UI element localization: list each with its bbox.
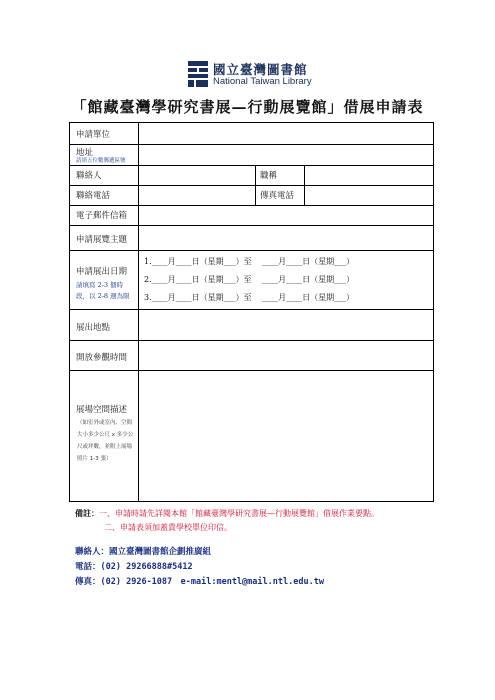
- date-line-2[interactable]: 2.____月____日（星期___）至 ____月____日（星期___）: [144, 275, 355, 284]
- contact-person-label: 聯絡人: [76, 171, 102, 181]
- remark-item-2: 二、申請表須加蓋貴學校單位印信。: [104, 523, 232, 532]
- venue-field[interactable]: [140, 311, 430, 339]
- address-postal-note: 請填五位數郵遞區號: [76, 158, 126, 164]
- email-label: 電子郵件信箱: [76, 211, 128, 221]
- contact-person-field[interactable]: [140, 166, 253, 184]
- contact-fax-email-info: 傳真：(02) 2926-1087 e-mail:mentl@mail.ntl.edu.tw: [75, 577, 324, 587]
- contact-phone-info: 電話：(02) 29266888#5412: [75, 562, 193, 572]
- dates-label: 申請展出日期: [76, 267, 128, 277]
- date-line-1[interactable]: 1.____月____日（星期___）至 ____月____日（星期___）: [144, 257, 355, 266]
- address-field[interactable]: [140, 145, 430, 164]
- theme-label: 申請展覽主題: [76, 235, 128, 245]
- dates-note: 請填寫 2-3 個時段，以 2-8 週為限: [76, 281, 130, 300]
- phone-field[interactable]: [140, 186, 253, 204]
- venue-label: 展出地點: [76, 323, 111, 333]
- library-logo-icon: [188, 61, 208, 87]
- remark-item-1: 一、申請時請先詳閱本館「館藏臺灣學研究書展—行動展覽館」借展作業要點。: [99, 509, 379, 518]
- logo-english-name: National Taiwan Library: [213, 76, 312, 87]
- open-hours-label: 開放參觀時間: [76, 353, 128, 363]
- fax-label: 傳真電話: [260, 191, 295, 201]
- applicant-unit-field[interactable]: [140, 124, 430, 143]
- theme-field[interactable]: [140, 226, 430, 249]
- application-form-table: [69, 122, 434, 502]
- form-title: 「館藏臺灣學研究書展—行動展覽館」借展申請表: [71, 98, 424, 116]
- open-hours-field[interactable]: [140, 341, 430, 369]
- date-line-3[interactable]: 3.____月____日（星期___）至 ____月____日（星期___）: [144, 293, 355, 302]
- space-description-label: 展場空間描述: [76, 405, 128, 415]
- fax-field[interactable]: [306, 186, 430, 204]
- contact-person-info: 聯絡人：國立臺灣圖書館企劃推廣組: [75, 547, 212, 557]
- job-title-label: 職稱: [260, 171, 278, 181]
- remarks-label: 備註：: [75, 508, 99, 518]
- space-description-field[interactable]: [140, 372, 430, 498]
- email-field[interactable]: [140, 206, 430, 224]
- space-description-note: （如室外或室內、空間大小多少公尺 x 多少公尺或坪數，並附上展場照片 1-3 張）: [77, 420, 134, 462]
- library-logo: [188, 60, 312, 90]
- address-label: 地址: [76, 148, 94, 158]
- job-title-field[interactable]: [306, 166, 430, 184]
- logo-chinese-name: 國立臺灣圖書館: [213, 62, 308, 77]
- applicant-unit-label: 申請單位: [76, 130, 111, 140]
- phone-label: 聯絡電話: [76, 191, 111, 201]
